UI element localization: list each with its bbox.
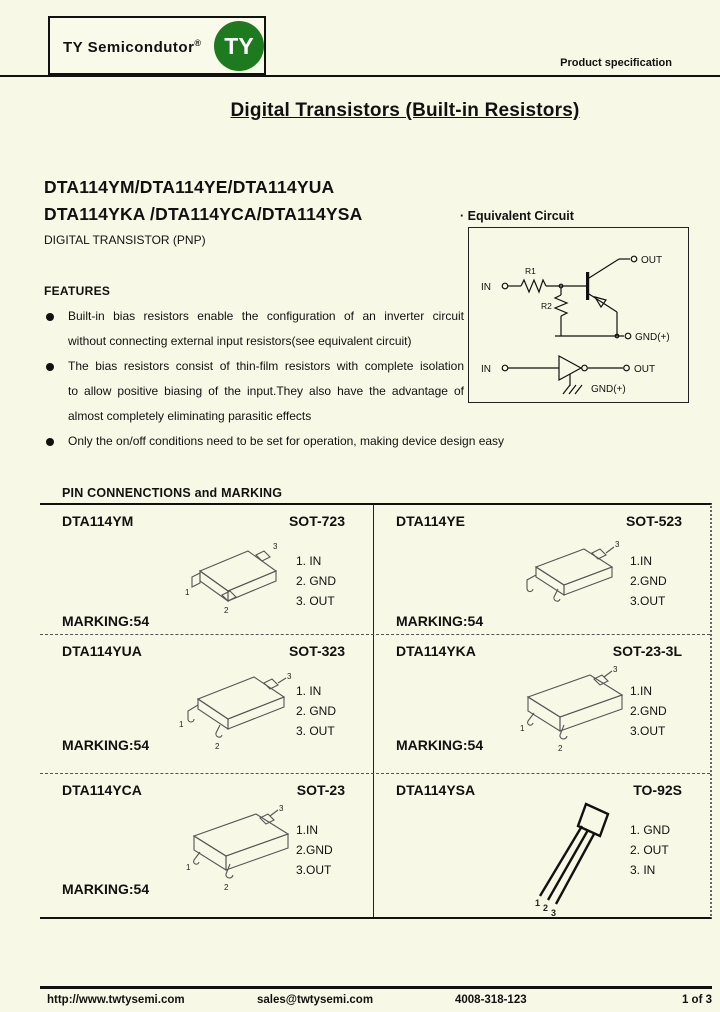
package-name: SOT-323 [288, 643, 345, 659]
gnd-label-bottom: GND(+) [591, 384, 626, 395]
pin-entry: 3.OUT [630, 724, 666, 738]
pin-list [296, 681, 336, 741]
part-name: DTA114YUA [62, 643, 142, 659]
bullet-icon [46, 438, 54, 446]
pin-number: 1 [179, 720, 184, 729]
package-drawing-sot-23 [160, 800, 310, 900]
logo-box [48, 16, 266, 75]
marking-label: MARKING:54 [396, 737, 484, 753]
part-numbers [44, 174, 363, 228]
footer-email: sales@twtysemi.com [257, 994, 374, 1006]
heading-dot: · [460, 209, 465, 223]
pin-entry: 3. OUT [296, 724, 335, 738]
feature-item [44, 304, 688, 354]
transistor-base-bar [586, 272, 589, 300]
marking-label: MARKING:54 [62, 737, 150, 753]
table-row [40, 505, 710, 635]
heading-text: Equivalent Circuit [467, 209, 574, 223]
bullet-icon [46, 313, 54, 321]
table-row [40, 774, 710, 917]
pin-entry: 2.GND [630, 574, 667, 588]
pin-connections-table [40, 503, 712, 919]
pin-number: 1 [185, 588, 190, 597]
pin-entry: 1.IN [630, 554, 653, 568]
feature-item [44, 354, 688, 429]
package-name: SOT-723 [288, 513, 345, 529]
pin-entry: 1. IN [296, 554, 322, 568]
part-numbers-line2: DTA114YKA /DTA114YCA/DTA114YSA [44, 204, 363, 224]
page-title: Digital Transistors (Built-in Resistors) [230, 100, 580, 121]
cell-dta114ye [374, 505, 710, 634]
cell-dta114ym [40, 505, 374, 634]
equivalent-circuit-heading [460, 209, 574, 223]
terminal-icon [631, 256, 637, 262]
footer-phone: 4008-318-123 [455, 994, 527, 1006]
bullet-icon [46, 363, 54, 371]
pin-number: 2 [558, 744, 563, 753]
pin-number: 2 [224, 606, 229, 615]
pin-entry: 1. GND [630, 823, 671, 837]
in-label-bottom: IN [481, 364, 491, 375]
pin-entry: 3. OUT [296, 594, 335, 608]
feature-item [44, 429, 688, 454]
pin-number: 2 [215, 742, 220, 751]
product-specification-label: Product specification [560, 57, 672, 69]
features-list [44, 304, 688, 454]
part-name: DTA114YSA [396, 782, 476, 798]
pin-number: 1 [535, 898, 541, 908]
feature-text: without connecting external input resistors(see equivalent circuit) [68, 334, 412, 348]
package-name: SOT-23 [296, 782, 345, 798]
header-rule [0, 75, 720, 77]
pin-number: 1 [520, 724, 525, 733]
pin-list [630, 681, 667, 741]
part-name: DTA114YCA [62, 782, 142, 798]
pin-list [630, 820, 670, 880]
cell-dta114ysa [374, 774, 710, 917]
registered-mark: ® [194, 38, 202, 48]
cell-dta114yua [40, 635, 374, 773]
part-name: DTA114YM [62, 513, 134, 529]
pin-entry: 1. IN [296, 684, 322, 698]
pin-entry: 3.OUT [630, 594, 666, 608]
pin-entry: 2.GND [296, 843, 333, 857]
pin-number: 2 [224, 883, 229, 892]
pin-number: 3 [287, 672, 292, 681]
brand-text: TY Semicondutor [63, 39, 195, 56]
package-drawing-sot-723 [160, 531, 310, 623]
pin-entry: 1.IN [630, 684, 653, 698]
marking-label: MARKING:54 [62, 881, 150, 897]
pin-list [296, 551, 336, 611]
pin-number: 1 [186, 863, 191, 872]
transistor-type: DIGITAL TRANSISTOR (PNP) [44, 233, 206, 247]
part-name: DTA114YE [396, 513, 465, 529]
pin-number: 3 [279, 804, 284, 813]
pin-entry: 2.GND [630, 704, 667, 718]
cell-dta114yca [40, 774, 374, 917]
pin-number: 2 [543, 903, 549, 913]
table-row [40, 635, 710, 774]
feature-text: almost completely eliminating parasitic effects [68, 409, 312, 423]
pin-entry: 1.IN [296, 823, 319, 837]
brand-name [63, 38, 202, 56]
marking-label: MARKING:54 [62, 613, 150, 629]
out-label-bottom: OUT [634, 364, 656, 375]
package-name: SOT-523 [625, 513, 682, 529]
features-heading: FEATURES [44, 284, 111, 298]
package-name: TO-92S [633, 782, 682, 798]
gnd-label-top: GND(+) [635, 332, 670, 343]
pin-list [630, 551, 667, 611]
pin-connections-heading: PIN CONNENCTIONS and MARKING [62, 486, 283, 500]
package-name: SOT-23-3L [612, 643, 682, 659]
pin-number: 3 [551, 908, 557, 918]
part-numbers-line1: DTA114YM/DTA114YE/DTA114YUA [44, 177, 335, 197]
feature-text: The bias resistors consist of thin-film resistors with complete isolation [68, 359, 464, 373]
pin-entry: 2. OUT [630, 843, 669, 857]
r1-label: R1 [525, 266, 536, 276]
footer-url: http://www.twtysemi.com [47, 994, 185, 1006]
part-name: DTA114YKA [396, 643, 476, 659]
pin-number: 3 [613, 665, 618, 674]
cell-dta114yka [374, 635, 710, 773]
pin-entry: 2. GND [296, 704, 337, 718]
out-label-top: OUT [641, 255, 663, 266]
pin-entry: 3. IN [630, 863, 656, 877]
ty-logo-icon: TY [214, 21, 264, 71]
pin-entry: 3.OUT [296, 863, 332, 877]
feature-text: to allow positive biasing of the input.They also have the advantage of [68, 384, 464, 398]
feature-text: Built-in bias resistors enable the configuration of an inverter circuit [68, 309, 464, 323]
package-drawing-sot-23-3l [494, 661, 644, 761]
r2-label: R2 [541, 301, 552, 311]
package-drawing-sot-323 [160, 661, 310, 761]
marking-label: MARKING:54 [396, 613, 484, 629]
pin-number: 3 [615, 540, 620, 549]
package-drawing-to-92s [494, 792, 644, 922]
package-drawing-sot-523 [494, 531, 644, 623]
pin-number: 3 [273, 542, 278, 551]
footer-page-number: 1 of 3 [681, 994, 712, 1006]
in-label-top: IN [481, 282, 491, 293]
pin-list [296, 820, 333, 880]
footer-rule [40, 986, 712, 989]
terminal-icon [502, 283, 508, 289]
resistor-r1-icon [521, 280, 546, 292]
pin-entry: 2. GND [296, 574, 337, 588]
feature-text: Only the on/off conditions need to be set for operation, making device design easy [68, 434, 505, 448]
